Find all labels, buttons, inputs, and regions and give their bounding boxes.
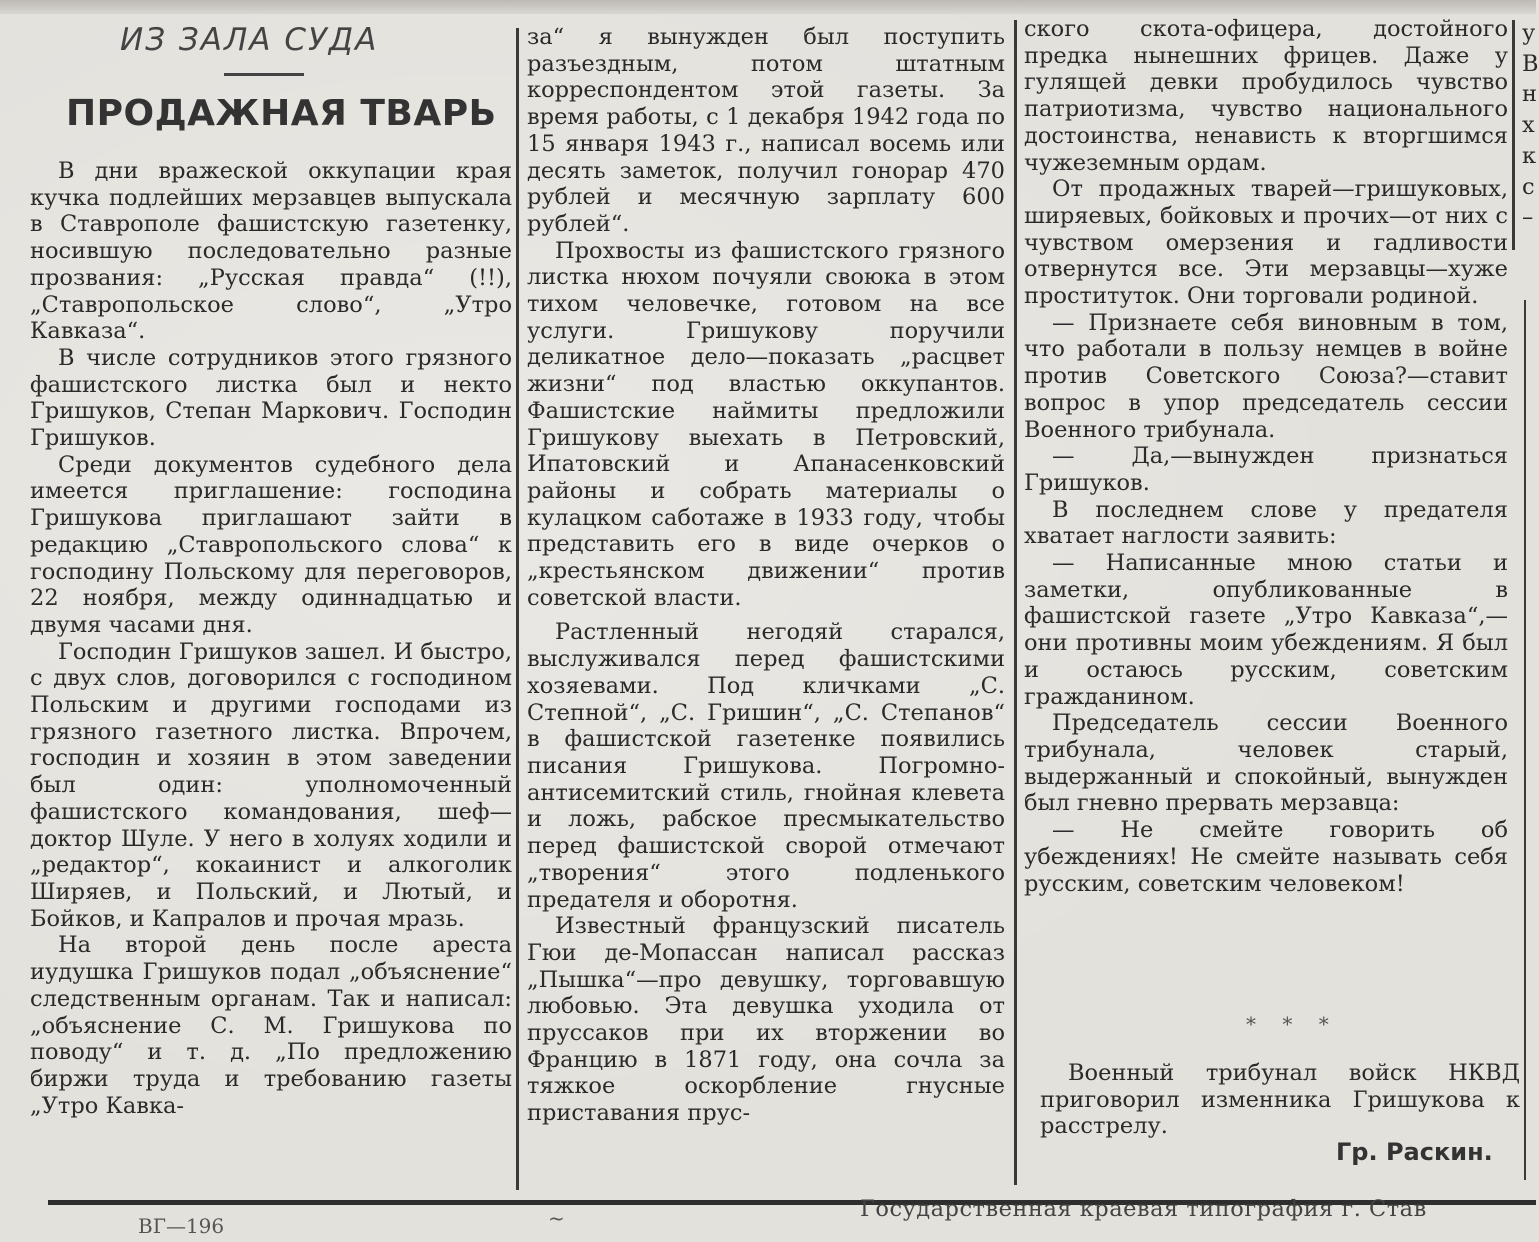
- paragraph: Известный французский писатель Гюи де-Мопассан написал рассказ „Пышка“—про девушку, торговавшую любовью. Эта девушка уходила от пруссаков при их вторжении во Францию в 1871 году, она сочла за тяжкое оскорбление гнусные приставания прус-: [527, 913, 1005, 1127]
- column-1: [30, 158, 512, 1119]
- column-divider: [1512, 20, 1515, 250]
- rubric-underline: [224, 73, 304, 76]
- footer-code: ВГ—196: [138, 1214, 225, 1238]
- paragraph: — Признаете себя виновным в том, что работали в пользу немцев в войне против Советского Союза?—ставит вопрос в упор председатель сессии Военного трибунала.: [1024, 309, 1508, 443]
- printer-imprint: Государственная краевая типография г. Став: [860, 1196, 1427, 1222]
- paragraph: Среди документов судебного дела имеется приглашение: господина Гришукова приглашают зайти в редакцию „Ставропольского слова“ к господину Польскому для переговоров, 22 ноября, между одиннадцатью и двумя часами дня.: [30, 451, 512, 638]
- paragraph: В числе сотрудников этого грязного фашистского листка был и некто Гришуков, Степан Маркович. Господин Гришуков.: [30, 344, 512, 452]
- section-separator: * * *: [1246, 1012, 1339, 1036]
- torn-top-strip: [0, 0, 1536, 14]
- paragraph: В последнем слове у предателя хватает наглости заявить:: [1024, 496, 1508, 550]
- paragraph: От продажных тварей—гришуковых, ширяевых, бойковых и прочих—от них с чувством омерзения и гадливости отвернутся все. Эти мерзавцы—хуже проституток. Они торговали родиной.: [1024, 176, 1508, 310]
- paragraph: Растленный негодяй старался, выслуживался перед фашистскими хозяевами. Под кличками „С. Степной“, „С. Гришин“, „С. Степанов“ в фашистской газетенке появились писания Гришукова. Погромно-антисемитский стиль, гнойная клевета и ложь, рабское пресмыкательство перед фашистской сворой отмечают „творения“ этого подленького предателя и оборотня.: [527, 619, 1005, 913]
- column-3: [1024, 16, 1508, 897]
- edge-letter: –: [1522, 204, 1534, 231]
- paragraph: В дни вражеской оккупации края кучка подлейших мерзавцев выпускала в Ставрополе фашистскую газетенку, носившую последовательно разные прозвания: „Русская правда“ (!!), „Ставропольское слово“, „Утро Кавказа“.: [30, 158, 512, 345]
- edge-column: [1522, 20, 1539, 231]
- edge-letter: к: [1522, 142, 1537, 169]
- paragraph: — Написанные мною статьи и заметки, опубликованные в фашистской газете „Утро Кавказа“,—они противны моим убеждениям. Я был и остаюсь русским, советским гражданином.: [1024, 550, 1508, 710]
- column-divider: [1014, 20, 1017, 1185]
- section-rubric: ИЗ ЗАЛА СУДА: [120, 22, 379, 58]
- column-divider: [1524, 300, 1526, 1180]
- paragraph: — Да,—вынужден признаться Гришуков.: [1024, 443, 1508, 496]
- verdict-block: [1040, 1060, 1520, 1140]
- verdict-text: Военный трибунал войск НКВД приговорил изменника Гришукова к расстрелу.: [1040, 1060, 1520, 1140]
- paragraph: ского скота-офицера, достойного предка нынешних фрицев. Даже у гулящей девки пробудилось чувство патриотизма, чувство национального достоинства, ненависть к вторгшимся чужеземным ордам.: [1024, 16, 1508, 176]
- author-signature: Гр. Раскин.: [1336, 1138, 1493, 1166]
- paragraph: — Не смейте говорить об убеждениях! Не смейте называть себя русским, советским человеком!: [1024, 817, 1508, 897]
- edge-letter: у: [1522, 20, 1536, 46]
- edge-letter: с: [1522, 173, 1535, 200]
- edge-letter: В: [1522, 50, 1539, 77]
- paragraph: На второй день после ареста иудушка Гришуков подал „объяснение“ следственным органам. Так и написал: „объяснение С. М. Гришукова по поводу“ и т. д. „По предложению биржи труда и требованию газеты „Утро Кавка-: [30, 932, 512, 1119]
- edge-letter: х: [1522, 112, 1535, 139]
- article-headline: ПРОДАЖНАЯ ТВАРЬ: [66, 93, 497, 134]
- paragraph: Прохвосты из фашистского грязного листка нюхом почуяли своюка в этом тихом человечке, готовом на все услуги. Гришукову поручили деликатное дело—показать „расцвет жизни“ под властью оккупантов. Фашистские наймиты предложили Гришукову выехать в Петровский, Ипатовский и Апанасенковский районы и собрать материалы о кулацком саботаже в 1933 году, чтобы представить его в виде очерков о „крестьянском движении“ против советской власти.: [527, 237, 1005, 611]
- paragraph: Председатель сессии Военного трибунала, человек старый, выдержанный и спокойный, вынужден был гневно прервать мерзавца:: [1024, 710, 1508, 817]
- column-divider: [516, 28, 519, 1190]
- footer-mark: ~: [548, 1206, 565, 1230]
- paragraph: за“ я вынужден был поступить разъездным, потом штатным корреспондентом этой газеты. За время работы, с 1 декабря 1942 года по 15 января 1943 г., написал восемь или десять заметок, получил гонорар 470 рублей и месячную зарплату 600 рублей“.: [527, 24, 1005, 237]
- column-2: [527, 24, 1005, 1127]
- edge-letter: н: [1522, 81, 1537, 108]
- paragraph: Господин Гришуков зашел. И быстро, с двух слов, договорился с господином Польским и другими господами из грязного газетного листка. Впрочем, господин и хозяин в этом заведении был один: уполномоченный фашистского командования, шеф—доктор Шуле. У него в холуях ходили и „редактор“, кокаинист и алкоголик Ширяев, и Польский, и Лютый, и Бойков, и Капралов и прочая мразь.: [30, 638, 512, 932]
